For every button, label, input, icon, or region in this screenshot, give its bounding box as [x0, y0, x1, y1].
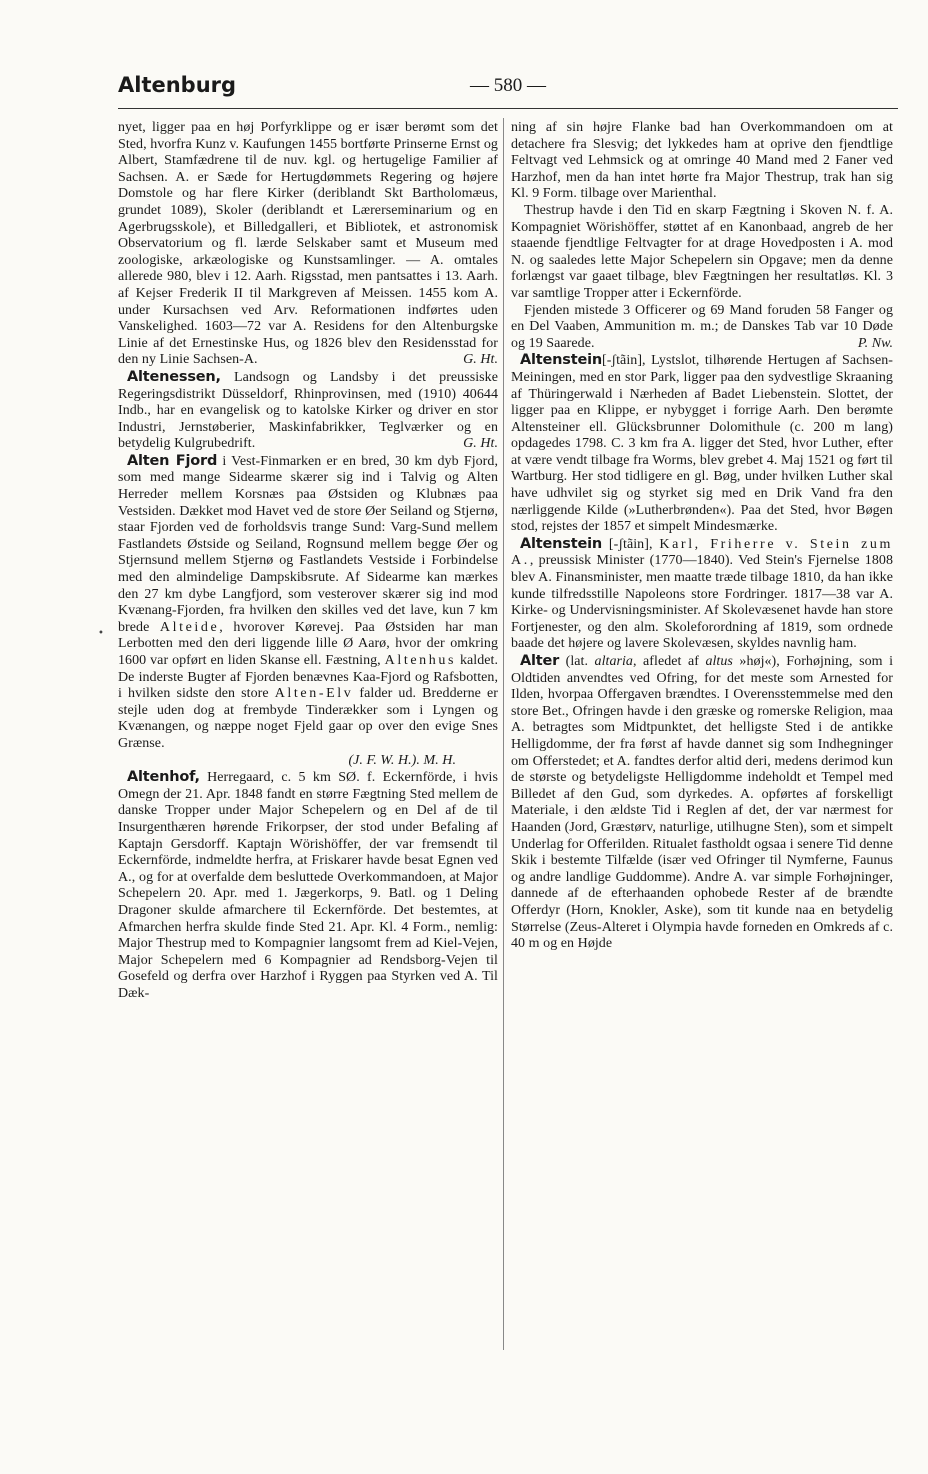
- author-signature: P. Nw.: [857, 335, 893, 351]
- running-head-word: Altenburg: [118, 73, 237, 97]
- entry-text: (lat.: [559, 654, 595, 669]
- entry-text: ning af sin højre Flanke bad han Overkommandoen om at detachere fra Slesvig; det lykkedes ham at oprive den fjendtlige Feltvagt ved Lehmsick og at omringe 40 Mand med 2 Faner ved Harzhof, men da han intet hørte fra Major Thestrup, trak han sig Kl. 9 Form. tilbage over Marienthal.: [511, 120, 893, 202]
- entry-text: i Vest-Finmarken er en bred, 30 km dyb Fjord, som med mange Sidearme skærer sig ind i Talvig og Alten Herreder mellem Korsnæs paa Østsiden og Klubnæs paa Vestsiden. Dækket mod Havet ved de store Øer Seiland og Stjernø, staar Fjorden ved de forholdsvis trange Sund: Varg-Sund mellem Fastlandets Østside og Seiland, Rognsund mellem begge Øer og Stjernsund mellem Stjernø og Fastlandets Vestside i Forbindelse med den almindelige Dampskibsrute. Af Sidearme kan mærkes den 27 km dybe Langfjord, som vesterover skærer sig ind mod Kvænang-Fjorden, fra hvilken den skilles ved det lave, kun 7 km brede: [118, 453, 498, 635]
- pronunciation: [-ʃtãin],: [601, 536, 660, 552]
- entry-text: , Lystslot, tilhørende Hertugen af Sachsen-Meiningen, med en stor Park, ligger paa den sydvestlige Skraaning af Thüringerwald i Nærheden af Badet Liebenstein. Slottet, der ligger paa en Klippe, er nybygget i forrige Aarh. Den berømte Altensteiner ell. Glücksbrunner Dolomithule (c. 200 m lang) opdagedes 1798. C. 3 km fra A. ligger det Sted, hvor Luther, efter at være vendt tilbage fra Worms, blev grebet 4. Maj 1521 og ført til Wartburg. Her stod tidligere en gl. Bøg, under hvilken Luther skal have udhvilet sig og styrket sig med en Drik Vand fra den nærliggende Kilde (»Lutherbrønden«). Paa det Sted, hvor Bøgen stod, rejstes der 1857 et simpelt Mindesmærke.: [511, 353, 893, 535]
- author-signature: G. Ht.: [463, 352, 498, 368]
- entry-altenstein-person: [511, 536, 893, 653]
- entry-text: nyet, ligger paa en høj Porfyrklippe og er især berømt som det Sted, hvorfra Kunz v. Kaufungen 1455 bortførte Prinserne Ernst og Albert, Stamfædrene til de nuv. kgl. og hertugelige Familier af Sachsen. A. er Sæde for Hertugdømmets Regering og højere Domstole og har flere Kirker (deriblandt Skt Bartholomæus, grundet 1089), Skoler (deriblandt et Lærerseminarium og en Agerbrugsskole), et Billedgalleri, et Bibliotek, et astronomisk Observatorium og fl. lærde Selskaber samt et Museum med zoologiske, arkæologiske og Kunstsamlinger. — A. omtales allerede 980, blev i 12. Aarh. Rigsstad, men pantsattes i 13. Aarh. af Kejser Frederik II til Markgreven af Meissen. 1455 kom A. under Kursachsen ved Arv. Reformationen indførtes uden Vanskelighed. 1603—72 var A. Residens for den Altenburgske Linie af det Ernestinske Hus, og 1826 blev den Residensstad for den ny Linie Sachsen-A.: [118, 120, 498, 368]
- spaced-term: Karl, Friherre v. Stein zum A.: [511, 536, 893, 569]
- entry-text: Landsogn og Landsby i det preussiske Regeringsdistrikt Düsseldorf, Rhinprovinsen, med (1910) 40644 Indb., har en evangelisk og to katolske Kirker og driver en stor Industri, Jernstøberier, Maskinfabrikker, Teglværker og en betydelig Kulgrubedrift.: [118, 369, 498, 452]
- pronunciation: [-ʃtãin]: [601, 353, 643, 369]
- latin-term: altaria: [594, 654, 633, 669]
- headword: Altenhof,: [127, 769, 200, 786]
- author-signature: G. Ht.: [463, 436, 498, 452]
- headword: Altenstein: [520, 352, 602, 369]
- entry-text: , afledet af: [632, 654, 706, 669]
- entry-altenhof-continued: [511, 120, 893, 203]
- entry-text: »høj«), Forhøjning, som i Oldtiden anvendtes ved Ofring, for det meste som Arnested for Ilden, hvorpaa Offergaven brændtes. I Overensstemmelse med den store Bet., Ofringen havde i den græske og romerske Religion, maa A. betragtes som Midtpunktet, det helligste Sted i de antikke Helligdomme, der fra først af havde dannet sig som Indhegninger om Offerstedet; et A. fandtes derfor altid deri, medens derimod kun de største og betydeligste Helligdomme indeholdt et Tempel med Billedet af den Gud, som dyrkedes. A. opførtes af forskelligt Materiale, i den ældste Tid i Reglen af det, der var nærmest for Haanden (Jord, Græstørv, naturlige, utilhugne Sten), som et simpelt Underlag for Offerilden. Ritualet fastholdt ogsaa i senere Tid denne Skik i bestemte Tilfælde (især ved Ofringer til Nymferne, Faunus og andre landlige Guddomme). Andre A. var simple Forhøjninger, dannede af de efterhaanden ophobede Rester af de brændte Offerdyr (Horn, Knokler, Aske), som tit kunde naa en betydelig Størrelse (Zeus-Alteret i Olympia havde forneden en Omkreds af c. 40 m og en Højde: [511, 654, 894, 952]
- column-divider: [503, 118, 504, 1350]
- right-column: [511, 120, 893, 953]
- headword: Altenstein: [520, 535, 602, 552]
- entry-text: Herregaard, c. 5 km SØ. f. Eckernförde, i hvis Omegn der 21. Apr. 1848 fandt en større Fægtning Sted mellem de danske Tropper under Major Schepelern og en Del af de til Insurgenthæren hørende Frikorpser, der stod under Befaling af Kaptajn Gersdorff. Kaptajn Wörishöffer, der var fremsendt til Eckernförde, indmeldte herfra, at Friskarer havde besat Egnen ved A., og for at overfalde dem besluttede Overkommandoen, at Major Schepelern 20. Apr. med 1. Jægerkorps, 9. Batl. og 1 Deling Dragoner skulde afmarchere til Eckernförde. Det bestemtes, at Afmarchen herfra skulde finde Sted 21. Apr. Kl. 4 Form., nemlig: Major Thestrup med to Kompagnier langsomt frem ad Kiel-Vejen, Major Schepelern med 6 Kompagnier ad Rendsborg-Vejen til Gosefeld og derfra over Harzhof i Ryggen paa Styrken ved A. Til Dæk-: [118, 770, 498, 1001]
- entry-alter: [511, 653, 893, 953]
- entry-text: , preussisk Minister (1770—1840). Ved Stein's Fjernelse 1808 blev A. Finansminister, men maatte træde tilbage 1810, da han ikke kunde tilfredsstille Napoleons store Fordringer. 1817—38 var A. Kirke- og Undervisningsminister. Af Skolevæsenet havde han store Fortjenester, og den alm. Skoleforordning af 1819, som ordnede baade det højere og lavere Skolevæsen, skyldes navnlig ham.: [511, 553, 893, 652]
- headword: Alter: [520, 653, 560, 669]
- headword: Altenessen,: [127, 368, 221, 385]
- headword: Alten Fjord: [127, 452, 218, 469]
- page-number: — 580 —: [470, 75, 546, 96]
- header-rule: [118, 108, 898, 109]
- entry-text: , hvorover Kørevej. Paa Østsiden har man Lerbotten med den deri liggende lille Ø Aarø, hvor der omkring 1600 var opført en liden Skanse ell. Fæstning,: [118, 619, 498, 668]
- entry-text: Fjenden mistede 3 Officerer og 69 Mand foruden 58 Fanger og en Del Vaaben, Ammunition m. m.; de Danskes Tab var 10 Døde og 19 Saarede.: [511, 302, 893, 351]
- running-head: [118, 73, 898, 103]
- latin-term: altus: [705, 654, 733, 669]
- entry-alten-fjord: [118, 453, 498, 753]
- entry-text: Thestrup havde i den Tid en skarp Fægtning i Skoven N. f. A. Kompagniet Wörishöffer, støttet af en Kanonbaad, angreb de her staaende fjendtlige Feltvagter for at drage Hovedposten i A. mod N. og saaledes lette Major Schepelern sin Opgave; men da denne forlængst var gaaet tilbage, blev Fægtningen her resultatløs. Kl. 3 var samtlige Tropper atter i Eckernförde.: [511, 202, 893, 301]
- entry-altenburg-continued: [118, 120, 498, 369]
- margin-mark: •: [98, 628, 104, 639]
- entry-text: falder ud. Bredderne er stejle uden dog at frembyde Tinderækker som i Lyngen og Kvænangen, og næppe noget Fjeld gaar op over den evige Snes Grænse.: [118, 686, 498, 751]
- entry-altenhof: [118, 769, 498, 1002]
- spaced-term: Altenhus: [384, 653, 457, 668]
- left-column: [118, 120, 498, 1002]
- entry-altenstein-castle: [511, 352, 893, 536]
- entry-altenhof-paragraph: [511, 203, 893, 303]
- author-signature: (J. F. W. H.). M. H.: [348, 752, 456, 768]
- spaced-term: Alten-Elv: [274, 686, 354, 702]
- spaced-term: Alteide: [159, 619, 220, 635]
- entry-text: kaldet. De inderste Bugter af Fjorden benævnes Kaa-Fjord og Rafsbotten, i hvilken sidste den store: [118, 653, 498, 702]
